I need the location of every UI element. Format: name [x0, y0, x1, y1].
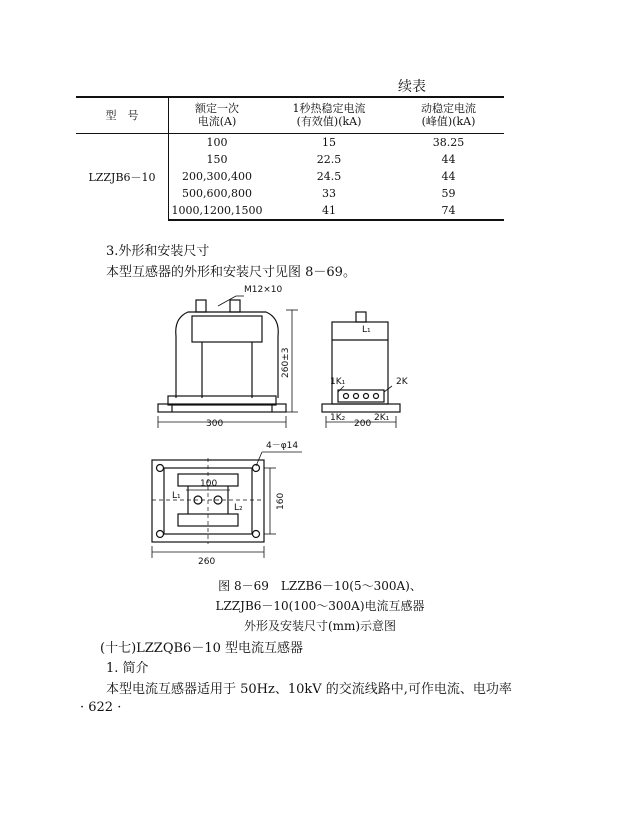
table-cell: 33 [322, 187, 336, 200]
plan-view [152, 458, 264, 544]
page-number: · 622 · [80, 700, 122, 715]
table-cell: 15 [322, 136, 336, 149]
figure-caption-line3: 外形及安装尺寸(mm)示意图 [243, 619, 397, 633]
label-l1-plan: L₁ [172, 491, 181, 501]
label-width-300: 300 [206, 419, 224, 429]
label-plan-100: 100 [200, 479, 218, 489]
label-side-width: 200 [354, 419, 372, 429]
table-cell: 44 [441, 153, 456, 166]
label-1k1: 1K₁ [330, 377, 346, 387]
label-1k2: 1K₂ [330, 413, 346, 423]
label-2k: 2K [396, 377, 408, 387]
col-header-dynamic-current: 动稳定电流 (峰值)(kA) [393, 97, 504, 134]
table-cell: 44 [441, 170, 456, 183]
label-l1: L₁ [362, 325, 371, 335]
continued-table-label: 续表 [398, 79, 426, 95]
figure-caption-line2: LZZJB6－10(100～300A)电流互感器 [215, 599, 425, 613]
model-cell: LZZJB6－10 [76, 134, 169, 221]
label-plan-260: 260 [198, 557, 216, 567]
section17-heading: (十七)LZZQB6－10 型电流互感器 [100, 641, 303, 656]
table-cell: 150 [206, 153, 228, 166]
label-2k1: 2K₁ [374, 413, 390, 423]
col-header-model: 型 号 [76, 97, 169, 134]
intro-heading: 1. 简介 [106, 661, 149, 676]
table-cell: 59 [441, 187, 456, 200]
table-cell: 1000,1200,1500 [169, 202, 266, 220]
label-bolt: M12×10 [244, 285, 283, 295]
side-view [322, 312, 400, 412]
section3-text: 本型互感器的外形和安装尺寸见图 8－69。 [106, 265, 356, 280]
label-plan-160: 160 [276, 492, 286, 510]
intro-text: 本型电流互感器适用于 50Hz、10kV 的交流线路中,可作电流、电功率 [106, 682, 512, 697]
table-cell: 38.25 [432, 136, 465, 149]
col-header-rated-current: 额定一次 电流(A) [169, 97, 266, 134]
table-cell: 100 [206, 136, 228, 149]
label-l2-plan: L₂ [234, 503, 243, 513]
figure-caption-line1: 图 8－69 LZZB6－10(5～300A)、 [218, 579, 422, 593]
front-view [158, 300, 286, 412]
table-cell: 74 [393, 202, 504, 220]
table-cell: 24.5 [316, 170, 342, 183]
col-header-thermal-current: 1秒热稳定电流 (有效值)(kA) [265, 97, 393, 134]
label-holes: 4－φ14 [266, 441, 299, 451]
label-height: 260±3 [281, 347, 291, 378]
table-cell: 22.5 [316, 153, 342, 166]
table-cell: 41 [265, 202, 393, 220]
section3-heading: 3.外形和安装尺寸 [106, 244, 210, 259]
table-cell: 200,300,400 [182, 170, 252, 183]
table-cell: 500,600,800 [182, 187, 252, 200]
